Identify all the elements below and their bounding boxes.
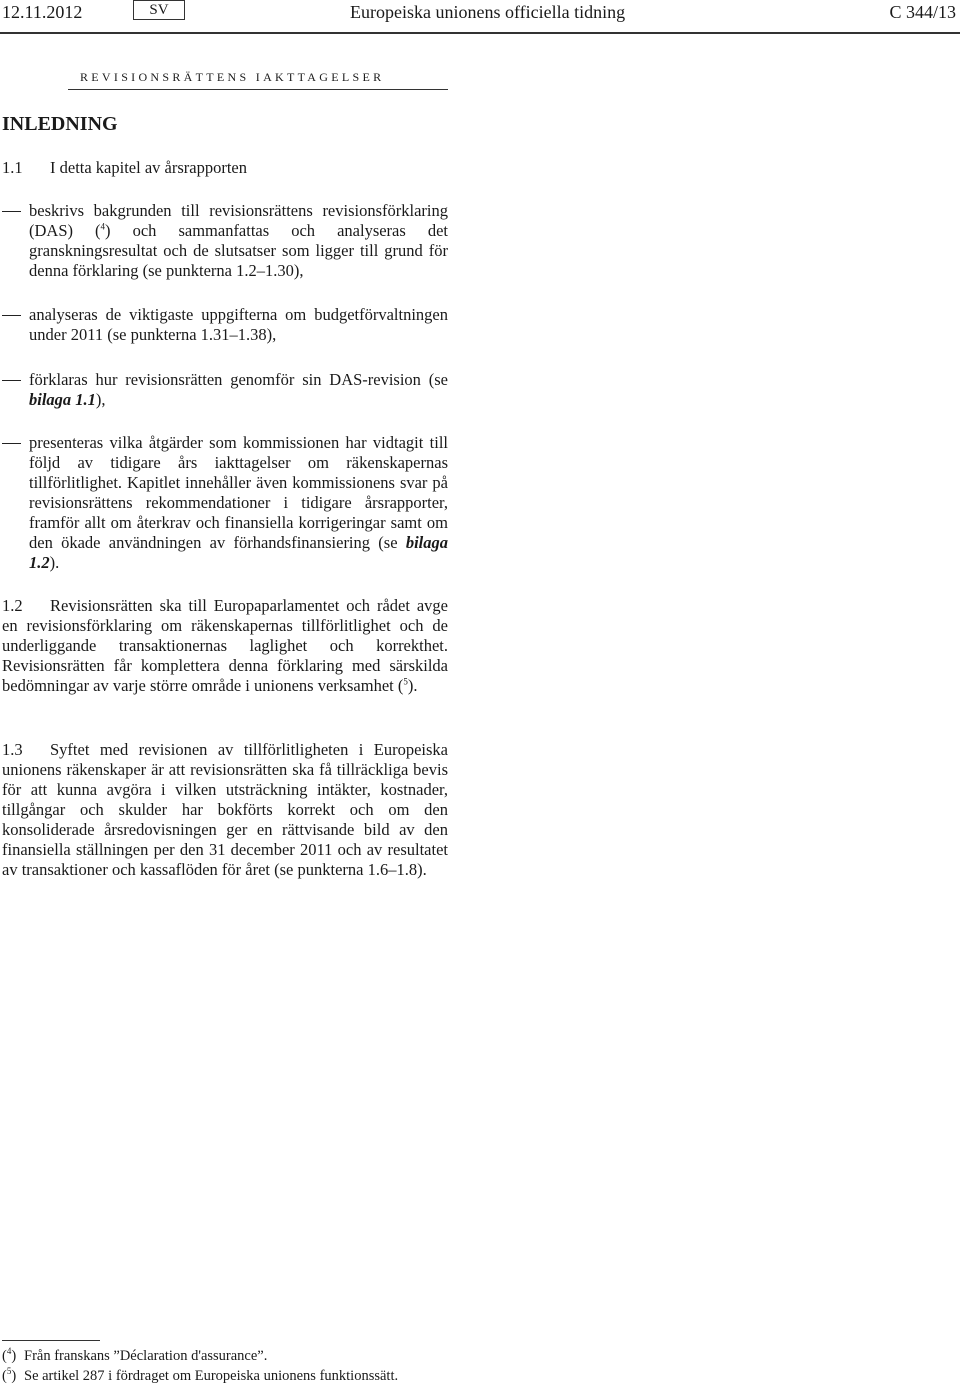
dash-item-text: presenteras vilka åtgärder som kommissionen har vidtagit till följd av tidigare års iakttagelser om räkenskapernas tillförlitlighet. Kapitlet innehåller även kommissionens svar på revisionsrättens rekommendationer i tidigare årsrapporter, framför allt om återkrav och finansiella korrigeringar samt om den ökade användningen av förhandsfinansiering (se bilaga 1.2).: [29, 433, 448, 572]
section-heading: REVISIONSRÄTTENS IAKTTAGELSER: [80, 70, 385, 84]
language-badge: SV: [133, 0, 185, 20]
page-header: [0, 0, 960, 34]
footnote-4: [2, 1347, 267, 1365]
annex-reference: bilaga 1.2: [29, 533, 448, 572]
dash-item-text: förklaras hur revisionsrätten genomför sin DAS-revision (se bilaga 1.1),: [29, 370, 448, 409]
footnote-5: [2, 1367, 398, 1385]
paragraph-1-3: [2, 740, 448, 880]
paragraph-number: 1.1: [2, 158, 23, 177]
footnote-ref[interactable]: 4: [100, 221, 106, 232]
footnote-marker: ($^4$): [2, 1346, 17, 1364]
em-dash-bullet: [2, 443, 21, 444]
em-dash-bullet: [2, 211, 21, 212]
paragraph-1-1: [2, 158, 448, 178]
annex-reference: bilaga 1.1: [29, 390, 96, 409]
paragraph-number: 1.3: [2, 740, 23, 759]
footnote-ref[interactable]: 5: [403, 676, 408, 687]
paragraph-1-2: 1.2 Revisionsrätten ska till Europaparlamentet och rådet avge en revisionsförklaring om räkenskapernas tillförlitlighet och de underliggande transaktionernas laglighet och korrekthet. Revisionsrätten får komplettera denna förklaring med särskilda bedömningar av varje större område i unionens verksamhet ($^5$).: [2, 596, 448, 695]
publication-date: 12.11.2012: [2, 2, 83, 22]
dash-item-text: beskrivs bakgrunden till revisionsrättens revisionsförklaring (DAS) ($^4$) och sammanfattas och analyseras det granskningsresultat och de slutsatser som ligger till grund för denna förklaring (se punkterna 1.2–1.30),: [29, 201, 449, 280]
intro-title: INLEDNING: [2, 113, 118, 135]
footnote-marker: ($^5$): [2, 1366, 17, 1384]
section-rule: [68, 89, 448, 90]
footnote-text: Från franskans ”Déclaration d'assurance”.: [24, 1348, 268, 1364]
dash-item-text: analyseras de viktigaste uppgifterna om budgetförvaltningen under 2011 (se punkterna 1.31–1.38),: [29, 305, 448, 344]
paragraph-text: I detta kapitel av årsrapporten: [50, 158, 247, 177]
em-dash-bullet: [2, 315, 21, 316]
page-number: C 344/13: [889, 2, 956, 22]
footnote-rule: [2, 1340, 100, 1341]
paragraph-text: Syftet med revisionen av tillförlitligheten i Europeiska unionens räkenskaper är att revisionsrätten ska få tillräckliga bevis för att kunna avgöra i vilken utsträckning intäkter, kostnader, tillgångar och skulder har bokförts korrekt och om den konsoliderade årsredovisningen ger en rättvisande bild av den finansiella ställningen per den 31 december 2011 och av resultatet av transaktioner och kassaflöden för året (se punkterna 1.6–1.8).: [2, 740, 448, 879]
journal-title: Europeiska unionens officiella tidning: [350, 2, 626, 22]
em-dash-bullet: [2, 380, 21, 381]
paragraph-number: 1.2: [2, 596, 23, 615]
footnote-text: Se artikel 287 i fördraget om Europeiska unionens funktionssätt.: [24, 1368, 399, 1384]
